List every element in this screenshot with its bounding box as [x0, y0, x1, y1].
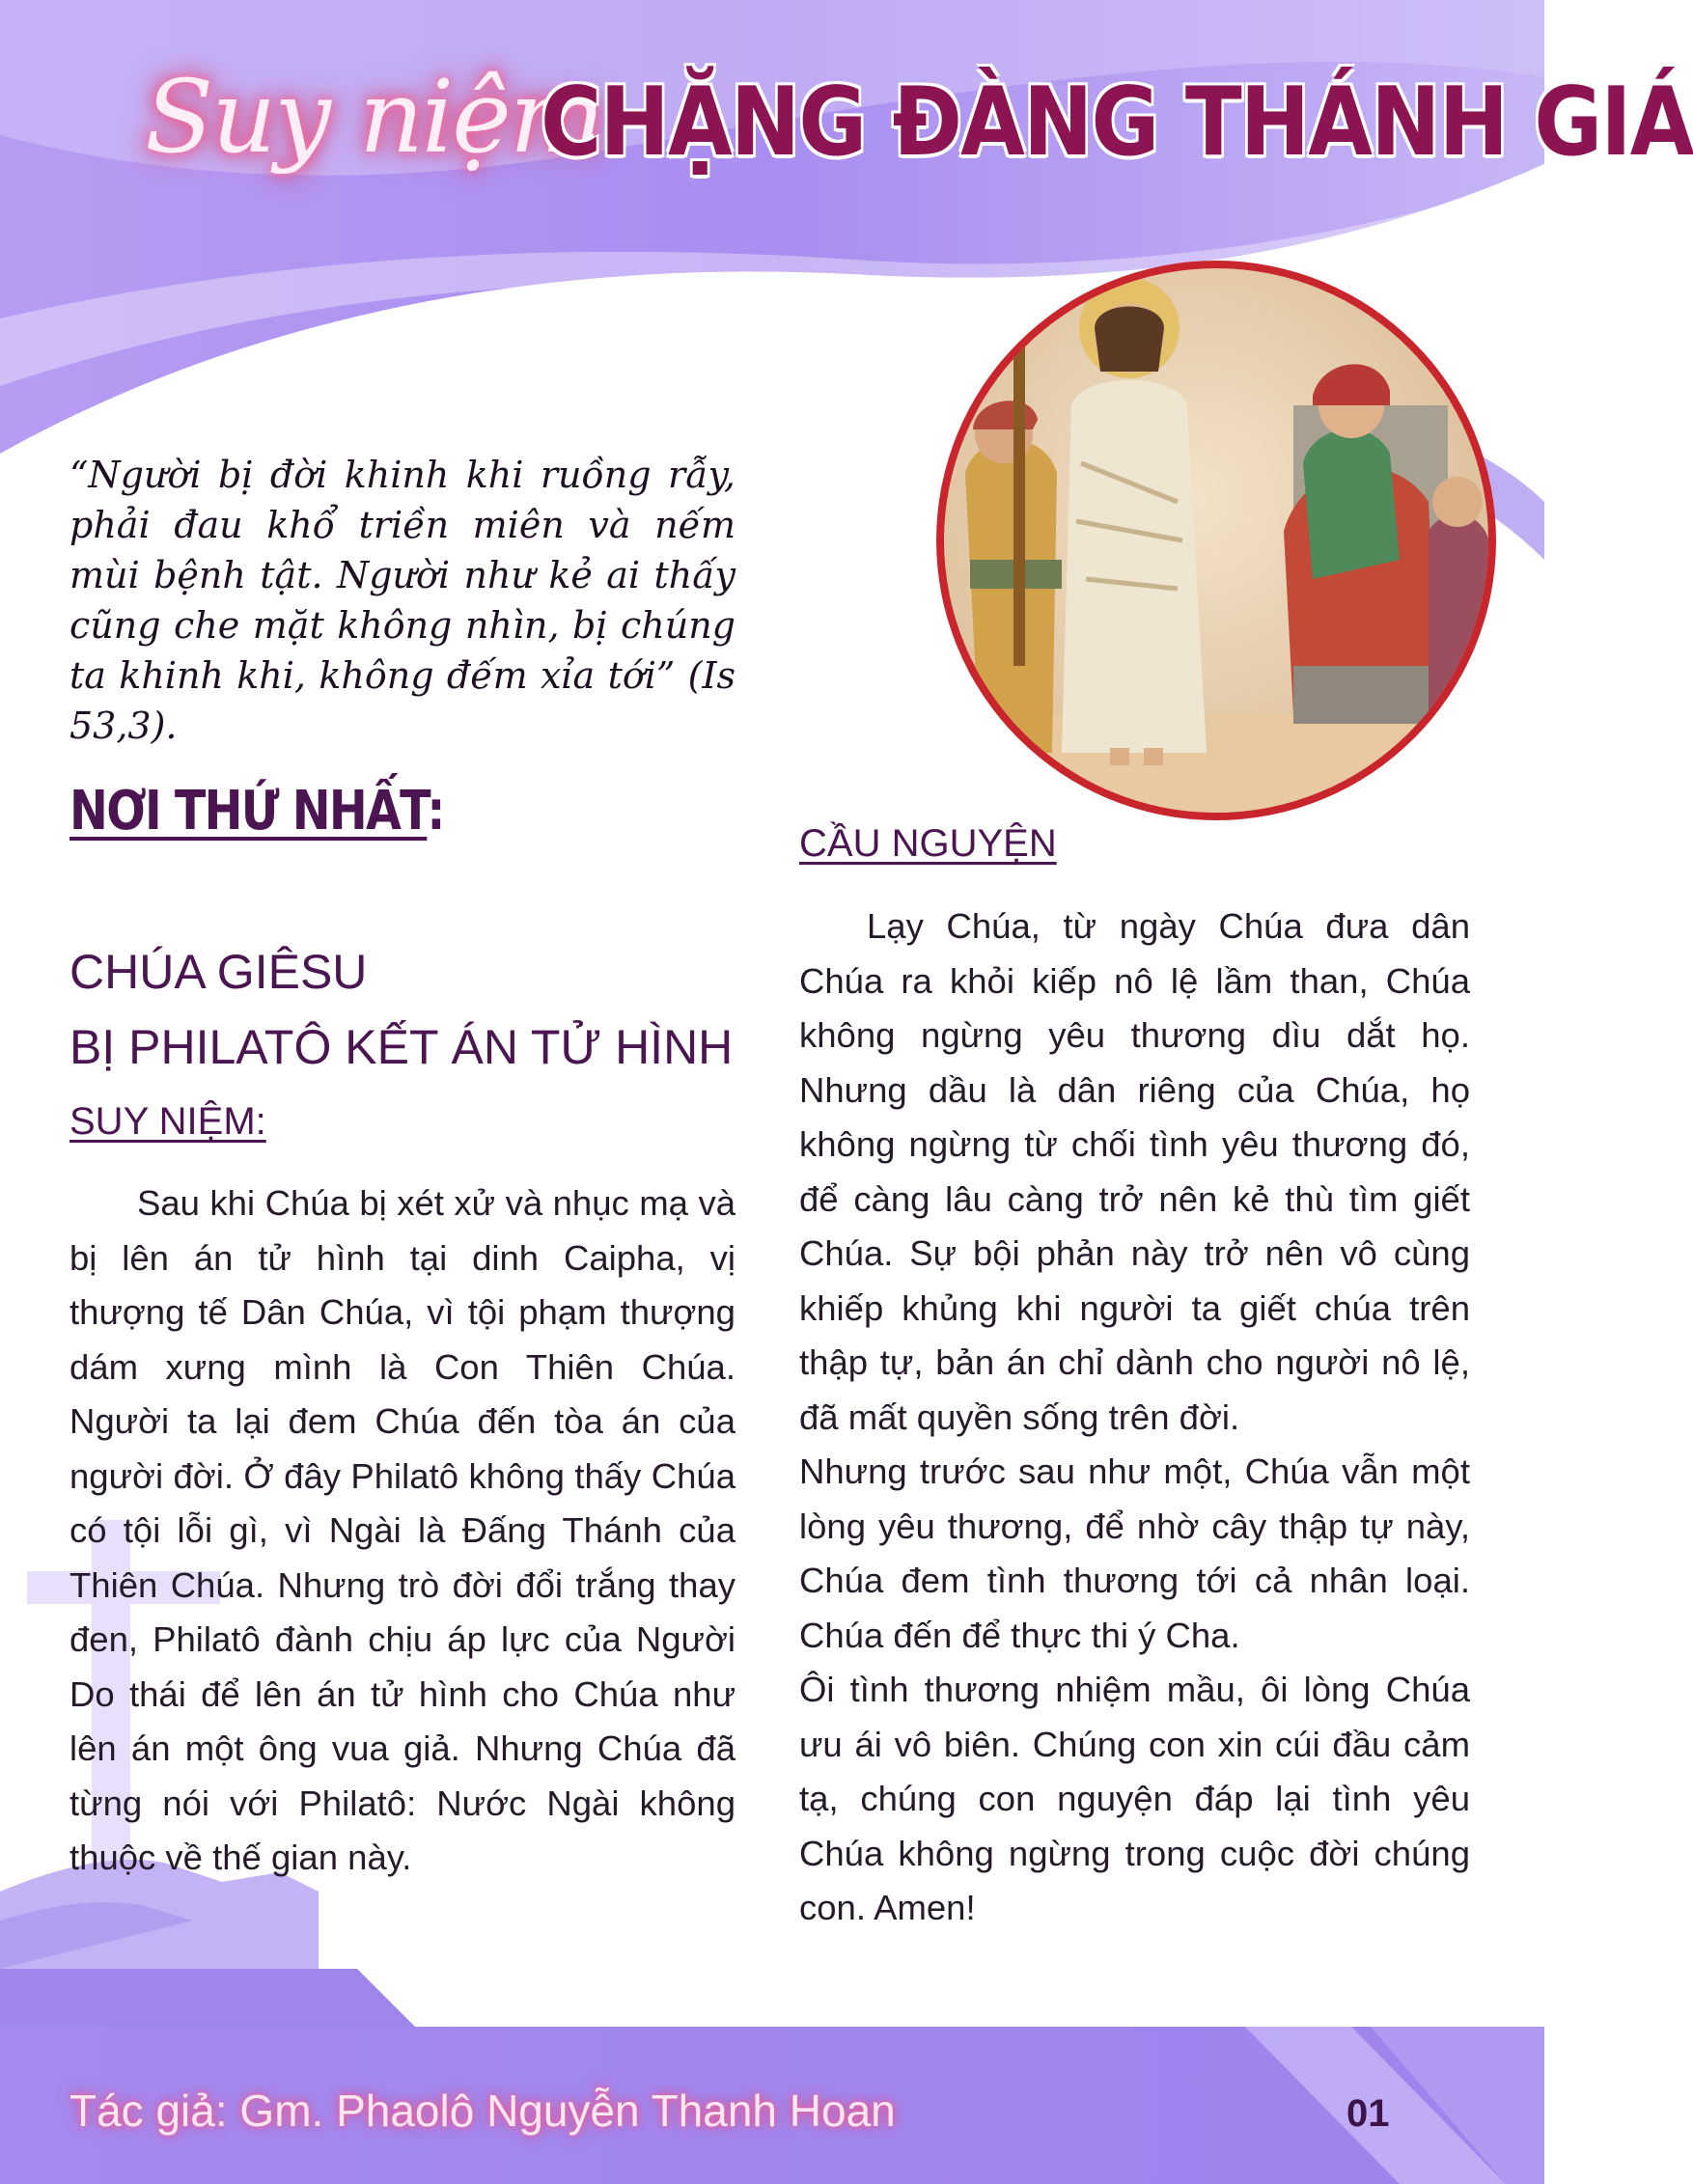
prayer-paragraph-3: Ôi tình thương nhiệm mầu, ôi lòng Chúa ưu ái vô biên. Chúng con xin cúi đầu cảm tạ, chúng con nguyện đáp lại tình yêu Chúa không ngừng trong cuộc đời chúng con. Amen! — [799, 1670, 1470, 1927]
station-title — [69, 934, 764, 1085]
reflection-heading: SUY NIỆM: — [69, 1100, 266, 1143]
prayer-paragraph-1: Lạy Chúa, từ ngày Chúa đưa dân Chúa ra khỏi kiếp nô lệ lầm than, Chúa không ngừng yêu thương dìu dắt họ. Nhưng dầu là dân riêng của Chúa, họ không ngừng từ chối tình yêu thương đó, để càng lâu càng trở nên kẻ thù tìm giết Chúa. Sự bội phản này trở nên vô cùng khiếp khủng khi người ta giết chúa trên thập tự, bản án chỉ dành cho người nô lệ, đã mất quyền sống trên đời. — [799, 906, 1470, 1437]
station-illustration — [888, 212, 1506, 849]
prayer-text-block — [799, 899, 1470, 1936]
station-place-heading — [69, 780, 444, 843]
station-title-line1: CHÚA GIÊSU — [69, 945, 368, 999]
scripture-quote: “Người bị đời khinh khi ruồng rẫy, phải đau khổ triền miên và nếm mùi bệnh tật. Người như kẻ ai thấy cũng che mặt không nhìn, bị chúng ta khinh khi, không đếm xỉa tới” (Is 53,3). — [69, 454, 735, 747]
reflection-paragraph: Sau khi Chúa bị xét xử và nhục mạ và bị lên án tử hình tại dinh Caipha, vị thượng tế Dân Chúa, vì tội phạm thượng dám xưng mình là Con Thiên Chúa. Người ta lại đem Chúa đến tòa án của người đời. Ở đây Philatô không thấy Chúa có tội lỗi gì, vì Ngài là Đấng Thánh của Thiên Chúa. Nhưng trò đời đổi trắng thay đen, Philatô đành chịu áp lực của Người Do thái để lên án tử hình cho Chúa như lên án một ông vua giả. Nhưng Chúa đã từng nói với Philatô: Nước Ngài không thuộc về thế gian này. — [69, 1183, 735, 1877]
prayer-paragraph-2: Nhưng trước sau như một, Chúa vẫn một lòng yêu thương, để nhờ cây thập tự này, Chúa đem tình thương tới cả nhân loại. Chúa đến để thực thi ý Cha. — [799, 1451, 1470, 1655]
main-title: CHẶNG ĐÀNG THÁNH GIÁ — [541, 68, 1693, 178]
station-title-line2: BỊ PHILATÔ KẾT ÁN TỬ HÌNH — [69, 1020, 734, 1074]
prayer-heading: CẦU NGUYỆN — [799, 822, 1057, 865]
reflection-text-block — [69, 1176, 735, 1886]
station-place-label: NƠI THỨ NHẤT — [69, 780, 428, 843]
script-title: Suy niệm — [145, 58, 603, 176]
page-number: 01 — [1346, 2092, 1390, 2135]
author-credit: Tác giả: Gm. Phaolô Nguyễn Thanh Hoan — [69, 2086, 896, 2136]
station-place-colon: : — [427, 780, 444, 843]
